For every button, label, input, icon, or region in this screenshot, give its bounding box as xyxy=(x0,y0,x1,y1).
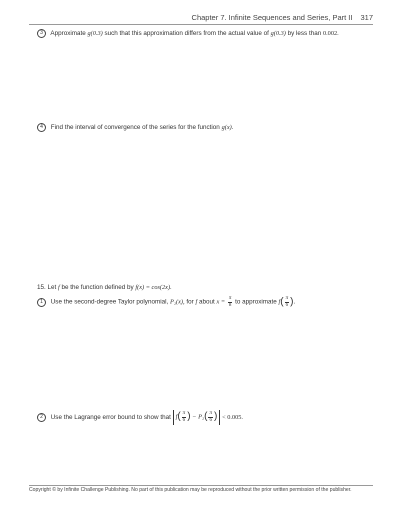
q4-func: g(x). xyxy=(221,124,234,132)
left-paren: ( xyxy=(177,411,181,422)
fraction-denominator: 8 xyxy=(228,302,232,308)
p15q1-f: f xyxy=(278,298,281,306)
q3-tolerance: 0.002. xyxy=(322,30,339,38)
circled-number-3: 3 xyxy=(37,29,46,38)
p15q2-f: f xyxy=(175,413,178,421)
fraction-pi-over-8 xyxy=(228,296,233,308)
circled-number-1: 1 xyxy=(37,298,46,307)
page-number: 317 xyxy=(360,13,373,22)
problem-15-part-1: 1 Use the second-degree Taylor polynomial, P₂(x), for f about x = $\frac{\pi}{8}$ to approximate f( $\frac{\pi}{6}$ ). xyxy=(37,296,295,308)
fraction-numerator: π xyxy=(285,296,289,301)
right-paren: ) xyxy=(290,296,294,308)
fraction-numerator: π xyxy=(209,411,212,416)
p15-text-a: Let xyxy=(47,284,57,291)
page-header xyxy=(192,13,373,22)
chapter-title: Chapter 7. Infinite Sequences and Series, Part II xyxy=(191,13,353,22)
fraction-pi-over-6 xyxy=(182,411,187,423)
question-3 xyxy=(37,29,339,38)
fraction-denominator: 6 xyxy=(182,417,186,423)
fraction-denominator: 6 xyxy=(209,417,212,423)
p15q2-inequality: < 0.005. xyxy=(222,414,243,422)
question-4 xyxy=(37,123,233,132)
fraction-numerator: π xyxy=(182,411,186,416)
problem-15-part-2 xyxy=(37,410,243,425)
problem-number: 15. xyxy=(37,284,46,291)
p15q1-var-f: f xyxy=(195,298,198,306)
p15q1-poly: P₂(x), xyxy=(170,298,185,306)
p15q1-text-c: about xyxy=(198,298,215,306)
p15q1-text-a: Use the second-degree Taylor polynomial, xyxy=(50,298,169,306)
right-paren: ) xyxy=(214,411,218,422)
p15q1-text-b: for xyxy=(186,298,194,306)
circled-number-4: 4 xyxy=(37,123,46,132)
q3-text-b: such that this approximation differs from the actual value of xyxy=(104,30,269,38)
left-paren: ( xyxy=(280,296,284,308)
header-divider xyxy=(29,24,373,25)
right-paren: ) xyxy=(187,411,191,422)
fraction-pi-over-6 xyxy=(208,411,213,423)
p15-definition: f(x) = cos(2x). xyxy=(135,284,172,291)
circled-number-2: 2 xyxy=(37,413,46,422)
problem-15 xyxy=(37,284,172,291)
footer-copyright: Copyright © by Infinite Challenge Publishing. No part of this publication may be reproduced without the prior written permission of the publisher. xyxy=(29,487,352,493)
p15-var-f: f xyxy=(58,284,60,291)
left-paren: ( xyxy=(204,411,208,422)
footer-divider xyxy=(29,485,373,486)
p15q2-text-a: Use the Lagrange error bound to show that xyxy=(50,414,171,422)
p15q1-text-d: to approximate xyxy=(235,298,277,306)
absolute-value-expression xyxy=(173,410,221,425)
p15q2-minus-p: − P₂ xyxy=(192,413,205,421)
fraction-denominator: 6 xyxy=(285,302,289,308)
q3-text-a: Approximate xyxy=(50,30,86,38)
q4-text-a: Find the interval of convergence of the series for the function xyxy=(50,124,220,132)
q3-text-c: by less than xyxy=(287,30,322,38)
q3-func-call: g(0.3) xyxy=(87,30,103,38)
p15q1-about: x = xyxy=(216,298,226,306)
p15-text-b: be the function defined by xyxy=(61,284,134,291)
fraction-numerator: π xyxy=(228,296,232,301)
q3-func-call-2: g(0.3) xyxy=(270,30,286,38)
fraction-pi-over-6 xyxy=(285,296,290,308)
